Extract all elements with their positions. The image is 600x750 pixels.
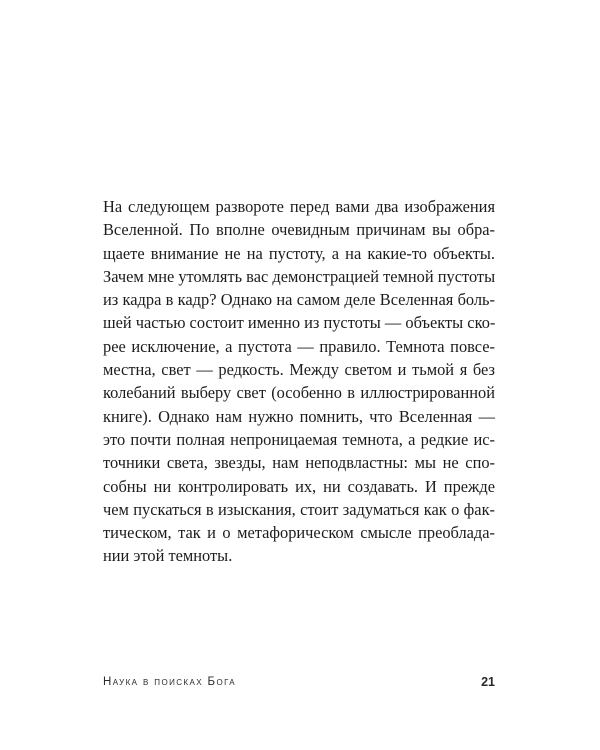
text-line: шей частью состоит именно из пустоты — объекты ско- (103, 313, 496, 333)
text-line: тическом, так и о метафорическом смысле преоблада- (103, 523, 495, 543)
text-line: местна, свет — редкость. Между светом и тьмой я без (103, 360, 495, 380)
text-line: нии этой темноты. (103, 546, 233, 566)
text-line: книге). Однако нам нужно помнить, что Вселенная — (103, 406, 495, 426)
text-line: колебаний выберу свет (особенно в иллюстрированной (103, 383, 495, 403)
text-line: из кадра в кадр? Однако на самом деле Вселенная боль- (103, 290, 495, 310)
text-line: Вселенной. По вполне очевидным причинам вы обра- (103, 220, 495, 240)
page-number: 21 (481, 675, 495, 689)
text-line: Зачем мне утомлять вас демонстрацией темной пустоты (103, 266, 496, 286)
page-footer (103, 676, 495, 696)
text-line: На следующем развороте перед вами два изображения (103, 197, 495, 216)
text-line: чем пускаться в изыскания, стоит задуматься как о фак- (103, 499, 495, 519)
body-paragraph (103, 195, 495, 568)
running-title: Наука в поисках Бога (103, 676, 237, 688)
text-line: собны ни контролировать их, ни создавать. И прежде (103, 476, 495, 496)
text-line: щаете внимание не на пустоту, а на какие-то объекты. (103, 243, 495, 263)
text-line: точники света, звезды, нам неподвластны: мы не спо- (103, 453, 495, 473)
text-line: рее исключение, а пустота — правило. Темнота повсе- (103, 336, 495, 356)
text-line: это почти полная непроницаемая темнота, а редкие ис- (103, 429, 495, 449)
